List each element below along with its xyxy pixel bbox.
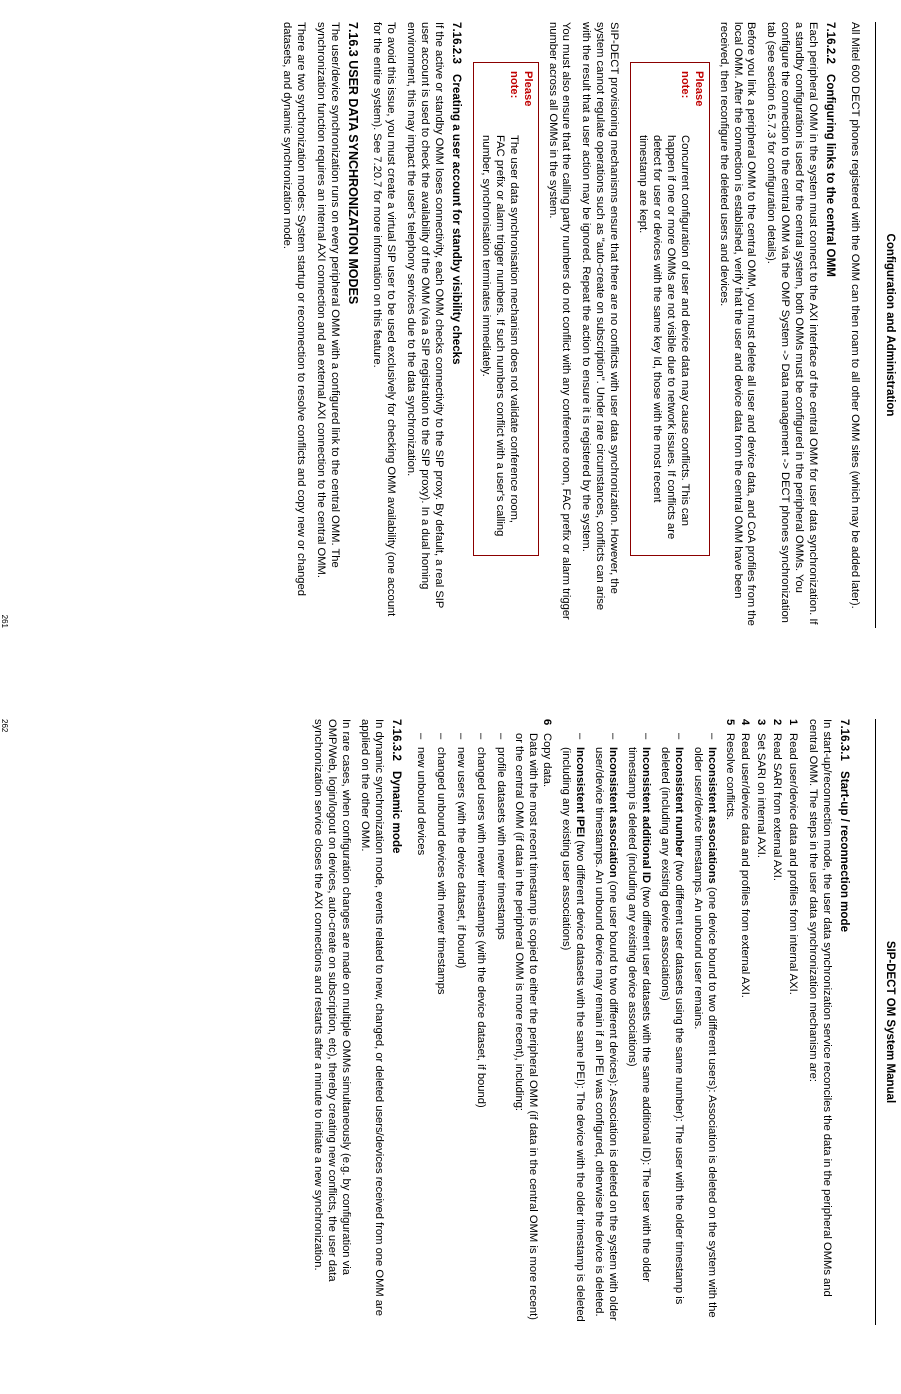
copy-list bbox=[413, 733, 507, 1325]
section-number: 7.16.2.2 bbox=[824, 22, 838, 64]
note-text: Concurrent configuration of user and device data may cause conflicts. This can happen if one or more OMMs are not visible due to network issues. If conflicts are detect for user or devices with the same key Id, those with the most recent timestamp are kept. bbox=[637, 135, 691, 540]
paragraph: In start-up/reconnection mode, the user data synchronization service reconciles the data in the peripheral OMMs and central OMM. The steps in the user data synchronization mechanism are: bbox=[807, 719, 833, 1297]
step-number: 2 bbox=[771, 719, 784, 726]
section-heading-7-16-3: 7.16.3 USER DATA SYNCHRONIZATION MODES bbox=[345, 22, 360, 305]
list-item bbox=[769, 719, 783, 1325]
paragraph: If the active or standby OMM loses connectivity, each OMM checks connectivity to the SIP proxy. By default, a real SIP user account is used to check the availability of the OMM (via a SIP registration to the SIP proxy). In a dual homing environment, this may impact the user's telephony services due to the data synchronization. bbox=[405, 22, 446, 609]
step-text: Read SARI from external AXI. bbox=[771, 733, 784, 881]
list-item: – new unbound devices bbox=[413, 733, 427, 1325]
section-number: 7.16.3.2 bbox=[390, 719, 404, 761]
list-item bbox=[591, 733, 619, 1325]
step-text: Resolve conflicts. bbox=[723, 733, 736, 821]
section-number: 7.16.2.3 bbox=[450, 22, 464, 64]
conflict-list bbox=[559, 733, 718, 1325]
conflict-text: (one user bound to two different devices): Association is deleted on the system with older user/device timestamps. An unbound device may remain if an IPEI was configured, otherwise the device is deleted. bbox=[593, 747, 620, 1321]
step-number: 3 bbox=[755, 719, 768, 726]
list-item bbox=[413, 719, 552, 1325]
list-item: – new users (with the device dataset, if bound) bbox=[453, 733, 467, 1325]
list-item bbox=[690, 733, 718, 1325]
step-list bbox=[413, 719, 799, 1325]
page-number: 262 bbox=[0, 719, 9, 733]
paragraph: To avoid this issue, you must create a virtual SIP user to be used exclusively for checking OMM availability (one account for the entire system). See 7.20.7 for more information on this feature. bbox=[371, 22, 398, 617]
list-item bbox=[738, 719, 752, 1325]
page-header: SIP-DECT OM System Manual bbox=[884, 940, 896, 1104]
page-number: 261 bbox=[0, 614, 9, 628]
step-number: 6 bbox=[540, 719, 553, 726]
paragraph: You must also ensure that the calling party numbers do not conflict with any conference room, FAC prefix or alarm trigger number across all OMMs in the system. bbox=[546, 22, 573, 620]
page-262 bbox=[1, 697, 901, 1347]
list-item bbox=[753, 719, 767, 1325]
step-text: Read user/device data and profiles from internal AXI. bbox=[787, 733, 800, 995]
list-item bbox=[624, 733, 652, 1325]
step-number: 4 bbox=[739, 719, 752, 726]
note-label: Please note: bbox=[507, 71, 534, 107]
paragraph: In rare cases, when configuration changes are made on multiple OMMs simultaneously (e.g. by configuration via OMP/Web, login/logout on devices, auto-create on subscription, etc), thereby creating new conflicts, the user data synchronization service closes the AXI connections and restarts after a minute to initiate a new synchronization. bbox=[311, 719, 352, 1282]
list-item bbox=[657, 733, 685, 1325]
header-divider bbox=[875, 22, 876, 628]
step-number: 5 bbox=[723, 719, 736, 726]
list-item bbox=[785, 719, 799, 1325]
conflict-term: Inconsistent associations bbox=[705, 747, 718, 884]
conflict-term: Inconsistent additional ID bbox=[640, 747, 653, 884]
page-header: Configuration and Administration bbox=[884, 233, 896, 417]
page-content bbox=[273, 22, 861, 628]
conflict-text: (two different user datasets using the same number): The user with the older timestamp is deleted (including any existing device associations) bbox=[658, 747, 685, 1305]
section-heading-7-16-3-2 bbox=[389, 719, 403, 1325]
section-heading-7-16-3-1 bbox=[837, 719, 851, 1325]
section-title: Start-up / reconnection mode bbox=[838, 771, 851, 933]
note-box bbox=[473, 62, 539, 556]
paragraph: Each peripheral OMM in the system must connect to the AXI interface of the central OMM for user data synchronization. If a standby configuration is used for the central system, both OMMs must be configured in the peripheral OMMs. You configure the connection to the central OMM via the OMP System -> Data management -> DECT phones synchronization tab (see section 6.5.7.3 for configuration details). bbox=[765, 22, 820, 625]
note-label: Please note: bbox=[678, 71, 705, 107]
paragraph: The user/device synchronization runs on every peripheral OMM with a configured link to the central OMM. The synchronization function requires an internal AXI connection and an external AXI connection to the central OMM. bbox=[314, 22, 341, 578]
section-title: Configuring links to the central OMM bbox=[824, 74, 838, 277]
paragraph: In dynamic synchronization mode, events related to new, changed, or deleted users/devices received from one OMM are applied on the other OMM. bbox=[359, 719, 386, 1316]
list-item bbox=[559, 733, 587, 1325]
step-text: Set SARI on internal AXI. bbox=[755, 733, 768, 858]
intro-paragraph: All Mitel 600 DECT phones registered with the OMM can then roam to all other OMM sites (which may be added later). bbox=[849, 22, 861, 609]
copy-description: Data with the most recent timestamp is copied to either the peripheral OMM (if data in the central OMM is more recent) or the central OMM (if data in the peripheral OMM is more recent), including: bbox=[512, 733, 539, 1320]
header-divider bbox=[875, 719, 876, 1325]
step-number: 1 bbox=[787, 719, 800, 726]
conflict-term: Inconsistent number bbox=[672, 747, 685, 858]
list-item: – changed users with newer timestamps (with the device dataset, if bound) bbox=[473, 733, 487, 1325]
page-content bbox=[304, 719, 861, 1325]
list-item: – profile datasets with newer timestamps bbox=[493, 733, 507, 1325]
conflict-term: Inconsistent association bbox=[607, 747, 620, 878]
section-heading-7-16-2-3 bbox=[449, 22, 463, 628]
step-text: Copy data. bbox=[540, 733, 553, 788]
section-title: Dynamic mode bbox=[390, 771, 404, 854]
page-261 bbox=[1, 0, 901, 650]
conflict-text: (two different user datasets with the same additional ID): The user with the older timestamp is deleted (including any existing device associations) bbox=[626, 747, 653, 1282]
conflict-text: (two different device datasets with the same IPEI): The device with the older timestamp is deleted (including any existing user associations) bbox=[560, 747, 587, 1322]
list-item bbox=[559, 719, 736, 1325]
paragraph: There are two synchronization modes: System startup or reconnection to resolve conflicts and copy new or changed datasets, and dynamic synchronization mode. bbox=[280, 22, 307, 596]
section-heading-7-16-2-2 bbox=[823, 22, 837, 628]
step-text: Read user/device data and profiles from external AXI. bbox=[739, 733, 752, 998]
section-number: 7.16.3.1 bbox=[838, 719, 851, 761]
paragraph: SIP-DECT provisioning mechanisms ensure that there are no conflicts with user data synchronization. However, the system cannot regulate operations such as "auto-create on subscription". Under rare circumstances, conflicts can arise with the result that a user action may be ignored. Repeat the action to ensure it is registered by the system. bbox=[580, 22, 621, 611]
note-box bbox=[630, 62, 710, 556]
section-title: Creating a user account for standby visibility checks bbox=[450, 74, 464, 365]
conflict-term: Inconsistent IPEI bbox=[574, 747, 587, 838]
conflict-text: (one device bound to two different users): Association is deleted on the system with the older user/device timestamps. An unbound user remains. bbox=[691, 747, 718, 1318]
note-text: The user data synchronisation mechanism does not validate conference room, FAC prefix or alarm trigger numbers. If such numbers conflict with a user's calling number, synchronisation terminates immediately. bbox=[479, 135, 520, 537]
paragraph: Before you link a peripheral OMM to the central OMM, you must delete all user and device data, and CoA profiles from the local OMM. After the connection is established, verify that the user and device data from the central OMM have been received, then reconfigure the deleted users and devices. bbox=[717, 22, 758, 626]
list-item: – changed unbound devices with newer timestamps bbox=[433, 733, 447, 1325]
